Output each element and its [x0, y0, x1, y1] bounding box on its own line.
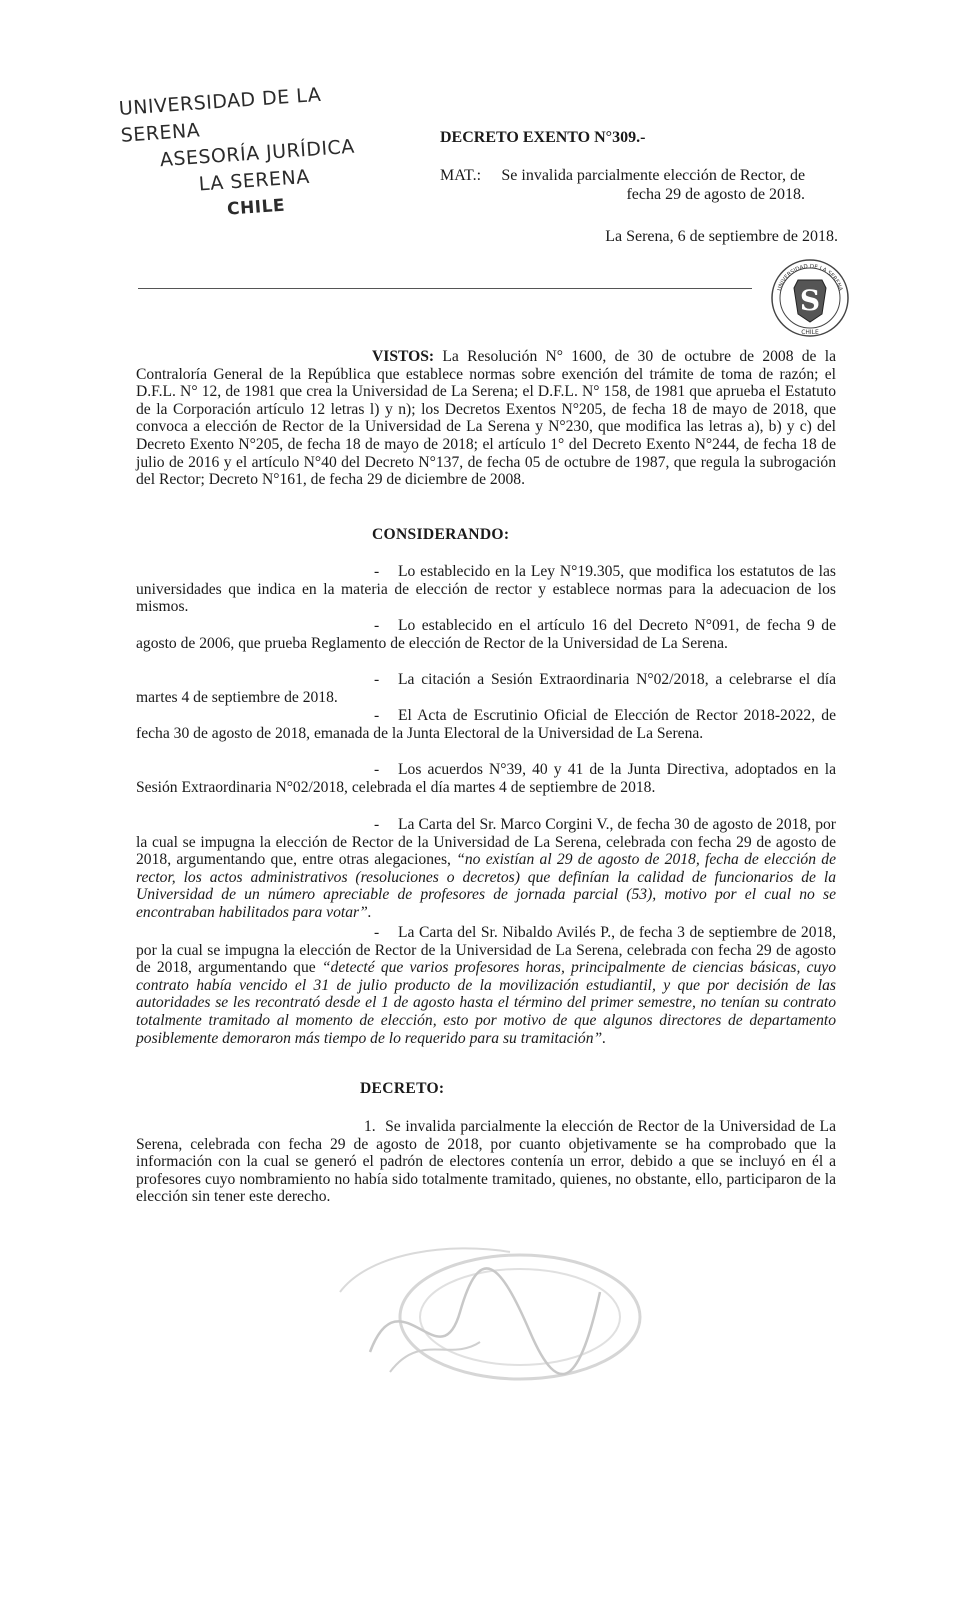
stamp-line-university: UNIVERSIDAD DE LA SERENA — [118, 83, 322, 147]
bullet: - — [374, 924, 380, 941]
considerando-item-text: Lo establecido en la Ley N°19.305, que modifica los estatutos de las universidades que indica en la materia de elección de rector y establece normas para la adecuacion de los mismos. — [136, 563, 836, 616]
considerando-item-1 — [136, 563, 836, 616]
stamp-line-country: CHILE — [226, 195, 286, 220]
bullet: - — [374, 563, 380, 580]
considerando-item-4 — [136, 707, 836, 742]
city-date: La Serena, 6 de septiembre de 2018. — [605, 228, 838, 245]
considerando-item-2 — [136, 617, 836, 652]
decreto-heading: DECRETO: — [360, 1080, 445, 1097]
decreto-number: DECRETO EXENTO N°309.- — [440, 129, 646, 146]
vistos-text: La Resolución N° 1600, de 30 de octubre de 2008 de la Contraloría General de la República que establece normas sobre exención del trámite de toma de razón; el D.F.L. N° 12, de 1981 que crea la Universidad de La Serena; el D.F.L. N° 158, de 1981 que aprueba el Estatuto de la Corporación artículo 12 letras l) y n); los Decretos Exentos N°205, de fecha 18 de mayo de 2018, que convoca a elección de Rector de la Universidad de La Serena y N°230, que modifica las letras a), b) y c) del Decreto Exento N°205, de fecha 18 de mayo de 2018; el artículo 1° del Decreto Exento N°244, de fecha 18 de julio de 2016 y el artículo N°40 del Decreto N°137, de fecha 05 de octubre de 1987, que regula la subrogación del Rector; Decreto N°161, de fecha 29 de diciembre de 2008. — [136, 348, 836, 489]
vistos-paragraph — [136, 348, 836, 489]
considerando-item-6 — [136, 816, 836, 922]
bullet: - — [374, 707, 380, 724]
materia-label: MAT.: — [440, 167, 482, 184]
seal-top-text: UNIVERSIDAD DE LA SERENA — [776, 263, 844, 292]
stamp-line-city: LA SERENA — [198, 165, 311, 196]
bullet: - — [374, 761, 380, 778]
considerando-item-quote: “no existían al 29 de agosto de 2018, fecha de elección de rector, los actos administrativos (resoluciones o decretos) que definían la calidad de funcionarios de la Universidad de un número apreciable de profesores de jornada parcial (53), motivo por el cual no se encontraban habilitados para votar”. — [136, 851, 837, 921]
bullet: - — [374, 671, 380, 688]
considerando-item-text: La citación a Sesión Extraordinaria N°02/2018, a celebrarse el día martes 4 de septiembre de 2018. — [136, 671, 836, 706]
materia-text: Se invalida parcialmente elección de Rector, de fecha 29 de agosto de 2018. — [501, 167, 806, 203]
vistos-label: VISTOS: — [372, 348, 435, 365]
seal-letter: S — [799, 284, 821, 317]
considerando-item-text: Los acuerdos N°39, 40 y 41 de la Junta Directiva, adoptados en la Sesión Extraordinaria N°02/2018, celebrada el día martes 4 de septiembre de 2018. — [136, 761, 836, 796]
considerando-item-text: Lo establecido en el artículo 16 del Decreto N°091, de fecha 9 de agosto de 2006, que prueba Reglamento de elección de Rector de la Universidad de La Serena. — [136, 617, 836, 652]
decreto-item-number: 1. — [364, 1118, 376, 1135]
considerando-item-text: El Acta de Escrutinio Oficial de Elección de Rector 2018-2022, de fecha 30 de agosto de 2018, emanada de la Junta Electoral de la Universidad de La Serena. — [136, 707, 836, 742]
decreto-item-1 — [136, 1118, 836, 1206]
bullet: - — [374, 816, 380, 833]
stamp-line-department: ASESORÍA JURÍDICA — [159, 135, 356, 172]
considerando-item-5 — [136, 761, 836, 796]
considerando-item-7 — [136, 924, 836, 1047]
institution-stamp — [118, 78, 387, 231]
decreto-item-text: Se invalida parcialmente la elección de Rector de la Universidad de La Serena, celebrada con fecha 29 de agosto de 2018, por cuanto objetivamente se ha comprobado que la información con la cual se generó el padrón de electores contenía un error, debido a que se incluyó en él a profesores cuyo nombramiento no había sido totalmente tramitado, quienes, no obstante, ello, participaron de la elección sin tener este derecho. — [136, 1118, 837, 1206]
considerando-item-text: La Carta del Sr. Marco Corgini V., de fecha 30 de agosto de 2018, por la cual se impugna la elección de Rector de la Universidad de La Serena, celebrada con fecha 29 de agosto de 2018, argumentando que, entre otras alegaciones, — [136, 816, 836, 869]
divider-line — [138, 288, 752, 289]
considerando-item-text: La Carta del Sr. Nibaldo Avilés P., de fecha 3 de septiembre de 2018, por la cual se impugna la elección de Rector de la Universidad de La Serena, celebrada con fecha 29 de agosto de 2018, argumentando que — [136, 924, 836, 977]
considerando-item-quote: “detecté que varios profesores horas, principalmente de ciencias básicas, cuyo contrato había vencido el 31 de julio producto de la movilización estudiantil, y que por decisión de las autoridades se les recontrató desde el 1 de agosto hasta el término del primer semestre, no tenían su contrato totalmente tramitado al momento de elección, esto por motivo de que algunos directores de departamento posiblemente demoraron más tiempo de lo requerido para su tramitación”. — [136, 959, 836, 1047]
bullet: - — [374, 617, 380, 634]
materia — [440, 166, 840, 204]
signature-stamp-icon — [330, 1232, 650, 1402]
university-seal-icon — [770, 258, 850, 338]
seal-bottom-text: CHILE — [801, 329, 819, 336]
considerando-heading: CONSIDERANDO: — [372, 526, 510, 543]
considerando-item-3 — [136, 671, 836, 706]
